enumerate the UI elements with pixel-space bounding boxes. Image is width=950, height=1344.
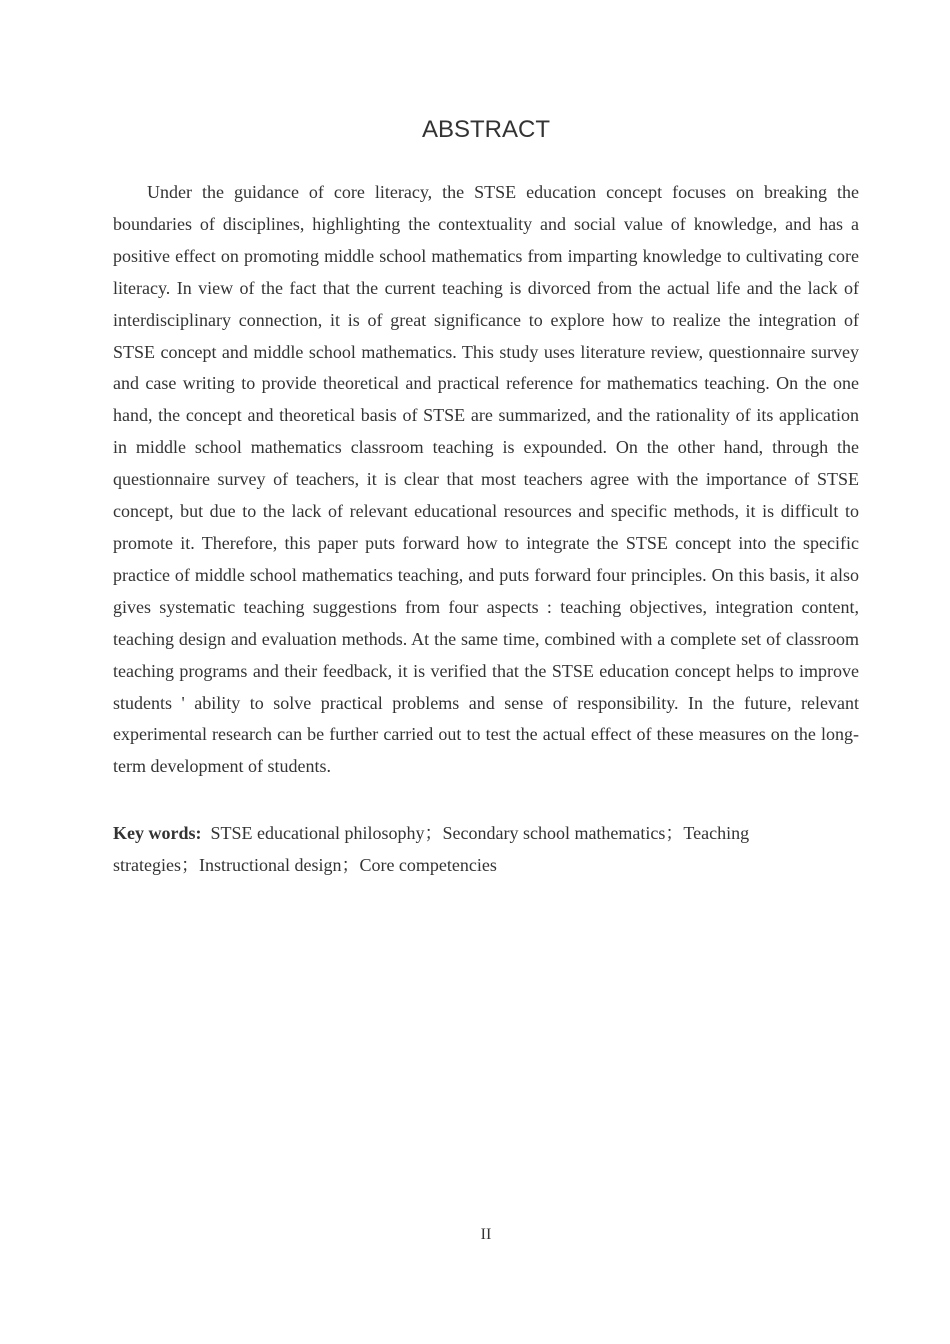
page-title: ABSTRACT: [421, 116, 550, 143]
abstract-paragraph: Under the guidance of core literacy, the STSE education concept focuses on breaking the boundaries of disciplines, highlighting the contextuality and social value of knowledge, and has a positive effect on promoting middle school mathematics from imparting knowledge to cultivating core literacy. In view of the fact that the current teaching is divorced from the actual life and the lack of interdisciplinary connection, it is of great significance to explore how to realize the integration of STSE concept and middle school mathematics. This study uses literature review, questionnaire survey and case writing to provide theoretical and practical reference for mathematics teaching. On the one hand, the concept and theoretical basis of STSE are summarized, and the rationality of its application in middle school mathematics classroom teaching is expounded. On the other hand, through the questionnaire survey of teachers, it is clear that most teachers agree with the importance of STSE concept, but due to the lack of relevant educational resources and specific methods, it is difficult to promote it. Therefore, this paper puts forward how to integrate the STSE concept into the specific practice of middle school mathematics teaching, and puts forward four principles. On this basis, it also gives systematic teaching suggestions from four aspects : teaching objectives, integration content, teaching design and evaluation methods. At the same time, combined with a complete set of classroom teaching programs and their feedback, it is verified that the STSE education concept helps to improve students ' ability to solve practical problems and sense of responsibility. In the future, relevant experimental research can be further carried out to test the actual effect of these measures on the long-term development of students.: [113, 182, 859, 777]
keywords-list: STSE educational philosophy；Secondary school mathematics；Teaching strategies；Instructional design；Core competencies: [113, 823, 750, 875]
keywords-label: Key words:: [113, 823, 202, 843]
page-number: II: [480, 1226, 492, 1243]
keywords-section: [113, 817, 813, 881]
